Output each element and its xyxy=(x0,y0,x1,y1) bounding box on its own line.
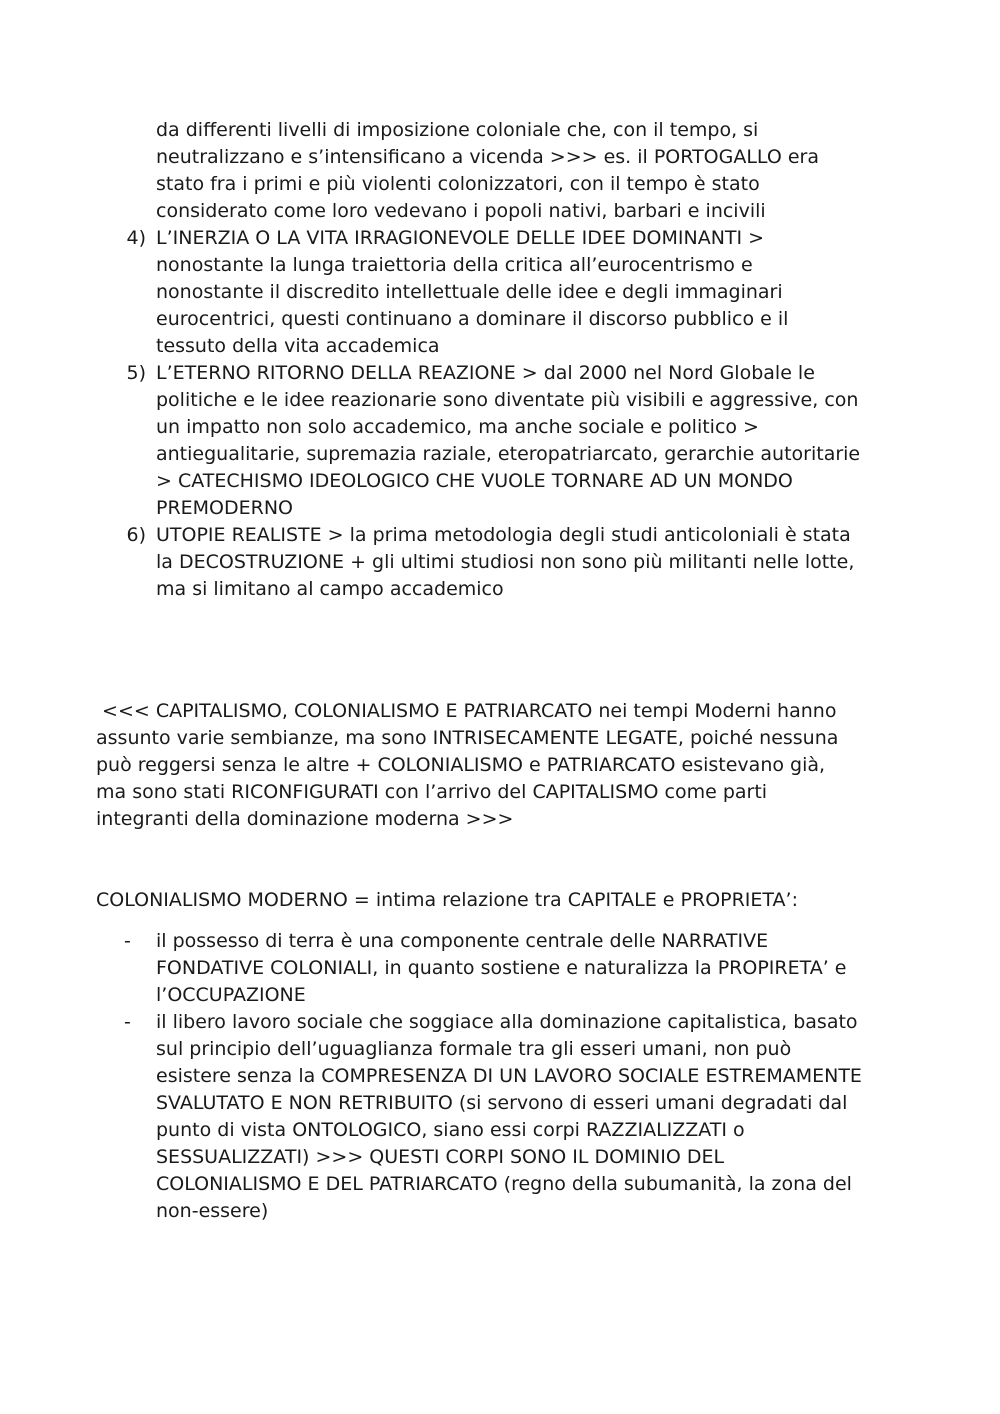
text-line: punto di vista ONTOLOGICO, siano essi corpi RAZZIALIZZATI o xyxy=(156,1119,745,1141)
text-line: neutralizzano e s’intensificano a vicenda >>> es. il PORTOGALLO era xyxy=(156,146,819,168)
text-line: PREMODERNO xyxy=(156,497,294,519)
section-heading: COLONIALISMO MODERNO = intima relazione tra CAPITALE e PROPRIETA’: xyxy=(96,889,798,911)
text-line: non-essere) xyxy=(156,1200,269,1222)
list-item xyxy=(96,1009,916,1225)
list-item-text xyxy=(156,928,916,1009)
text-line: antiegualitarie, supremazia raziale, eteropatriarcato, gerarchie autoritarie xyxy=(156,443,861,465)
list-number: 5) xyxy=(126,362,146,384)
text-line: L’INERZIA O LA VITA IRRAGIONEVOLE DELLE IDEE DOMINANTI > xyxy=(156,227,765,249)
text-line: eurocentrici, questi continuano a dominare il discorso pubblico e il xyxy=(156,308,789,330)
text-line: l’OCCUPAZIONE xyxy=(156,984,306,1006)
body-paragraph xyxy=(96,698,916,833)
list-item-text xyxy=(156,1009,916,1225)
text-line: ma sono stati RICONFIGURATI con l’arrivo del CAPITALISMO come parti xyxy=(96,781,768,803)
text-line: <<< CAPITALISMO, COLONIALISMO E PATRIARCATO nei tempi Moderni hanno xyxy=(96,700,837,722)
list-item xyxy=(96,360,916,522)
text-line: sul principio dell’uguaglianza formale tra gli esseri umani, non può xyxy=(156,1038,792,1060)
continuation-text xyxy=(156,117,916,225)
text-line: COLONIALISMO E DEL PATRIARCATO (regno della subumanità, la zona del xyxy=(156,1173,852,1195)
text-line: FONDATIVE COLONIALI, in quanto sostiene e naturalizza la PROPIRETA’ e xyxy=(156,957,847,979)
text-line: UTOPIE REALISTE > la prima metodologia degli studi anticoloniali è stata xyxy=(156,524,851,546)
text-line: L’ETERNO RITORNO DELLA REAZIONE > dal 2000 nel Nord Globale le xyxy=(156,362,815,384)
list-item xyxy=(96,225,916,360)
bullet-dash: - xyxy=(124,1011,131,1033)
list-item-text xyxy=(156,522,916,603)
text-line: stato fra i primi e più violenti colonizzatori, con il tempo è stato xyxy=(156,173,760,195)
text-line: tessuto della vita accademica xyxy=(156,335,440,357)
text-line: un impatto non solo accademico, ma anche sociale e politico > xyxy=(156,416,759,438)
text-line: può reggersi senza le altre + COLONIALISMO e PATRIARCATO esistevano già, xyxy=(96,754,826,776)
bullet-dash: - xyxy=(124,930,131,952)
text-line: la DECOSTRUZIONE + gli ultimi studiosi non sono più militanti nelle lotte, xyxy=(156,551,855,573)
list-number: 4) xyxy=(126,227,146,249)
text-line: da differenti livelli di imposizione coloniale che, con il tempo, si xyxy=(156,119,759,141)
text-line: il possesso di terra è una componente centrale delle NARRATIVE xyxy=(156,930,769,952)
text-line: esistere senza la COMPRESENZA DI UN LAVORO SOCIALE ESTREMAMENTE xyxy=(156,1065,862,1087)
text-line: > CATECHISMO IDEOLOGICO CHE VUOLE TORNARE AD UN MONDO xyxy=(156,470,793,492)
text-line: il libero lavoro sociale che soggiace alla dominazione capitalistica, basato xyxy=(156,1011,858,1033)
list-item-text xyxy=(156,225,916,360)
list-item xyxy=(96,928,916,1009)
numbered-list xyxy=(96,225,916,603)
text-line: politiche e le idee reazionarie sono diventate più visibili e aggressive, con xyxy=(156,389,859,411)
text-line: integranti della dominazione moderna >>> xyxy=(96,808,514,830)
text-line: nonostante il discredito intellettuale delle idee e degli immaginari xyxy=(156,281,783,303)
bullet-list xyxy=(96,928,916,1225)
text-line: SESSUALIZZATI) >>> QUESTI CORPI SONO IL DOMINIO DEL xyxy=(156,1146,725,1168)
text-line: nonostante la lunga traiettoria della critica all’eurocentrismo e xyxy=(156,254,753,276)
list-item-text xyxy=(156,360,916,522)
text-line: assunto varie sembianze, ma sono INTRISECAMENTE LEGATE, poiché nessuna xyxy=(96,727,839,749)
text-line: SVALUTATO E NON RETRIBUITO (si servono di esseri umani degradati dal xyxy=(156,1092,848,1114)
list-number: 6) xyxy=(126,524,146,546)
text-line: ma si limitano al campo accademico xyxy=(156,578,504,600)
list-item xyxy=(96,522,916,603)
text-line: considerato come loro vedevano i popoli nativi, barbari e incivili xyxy=(156,200,766,222)
